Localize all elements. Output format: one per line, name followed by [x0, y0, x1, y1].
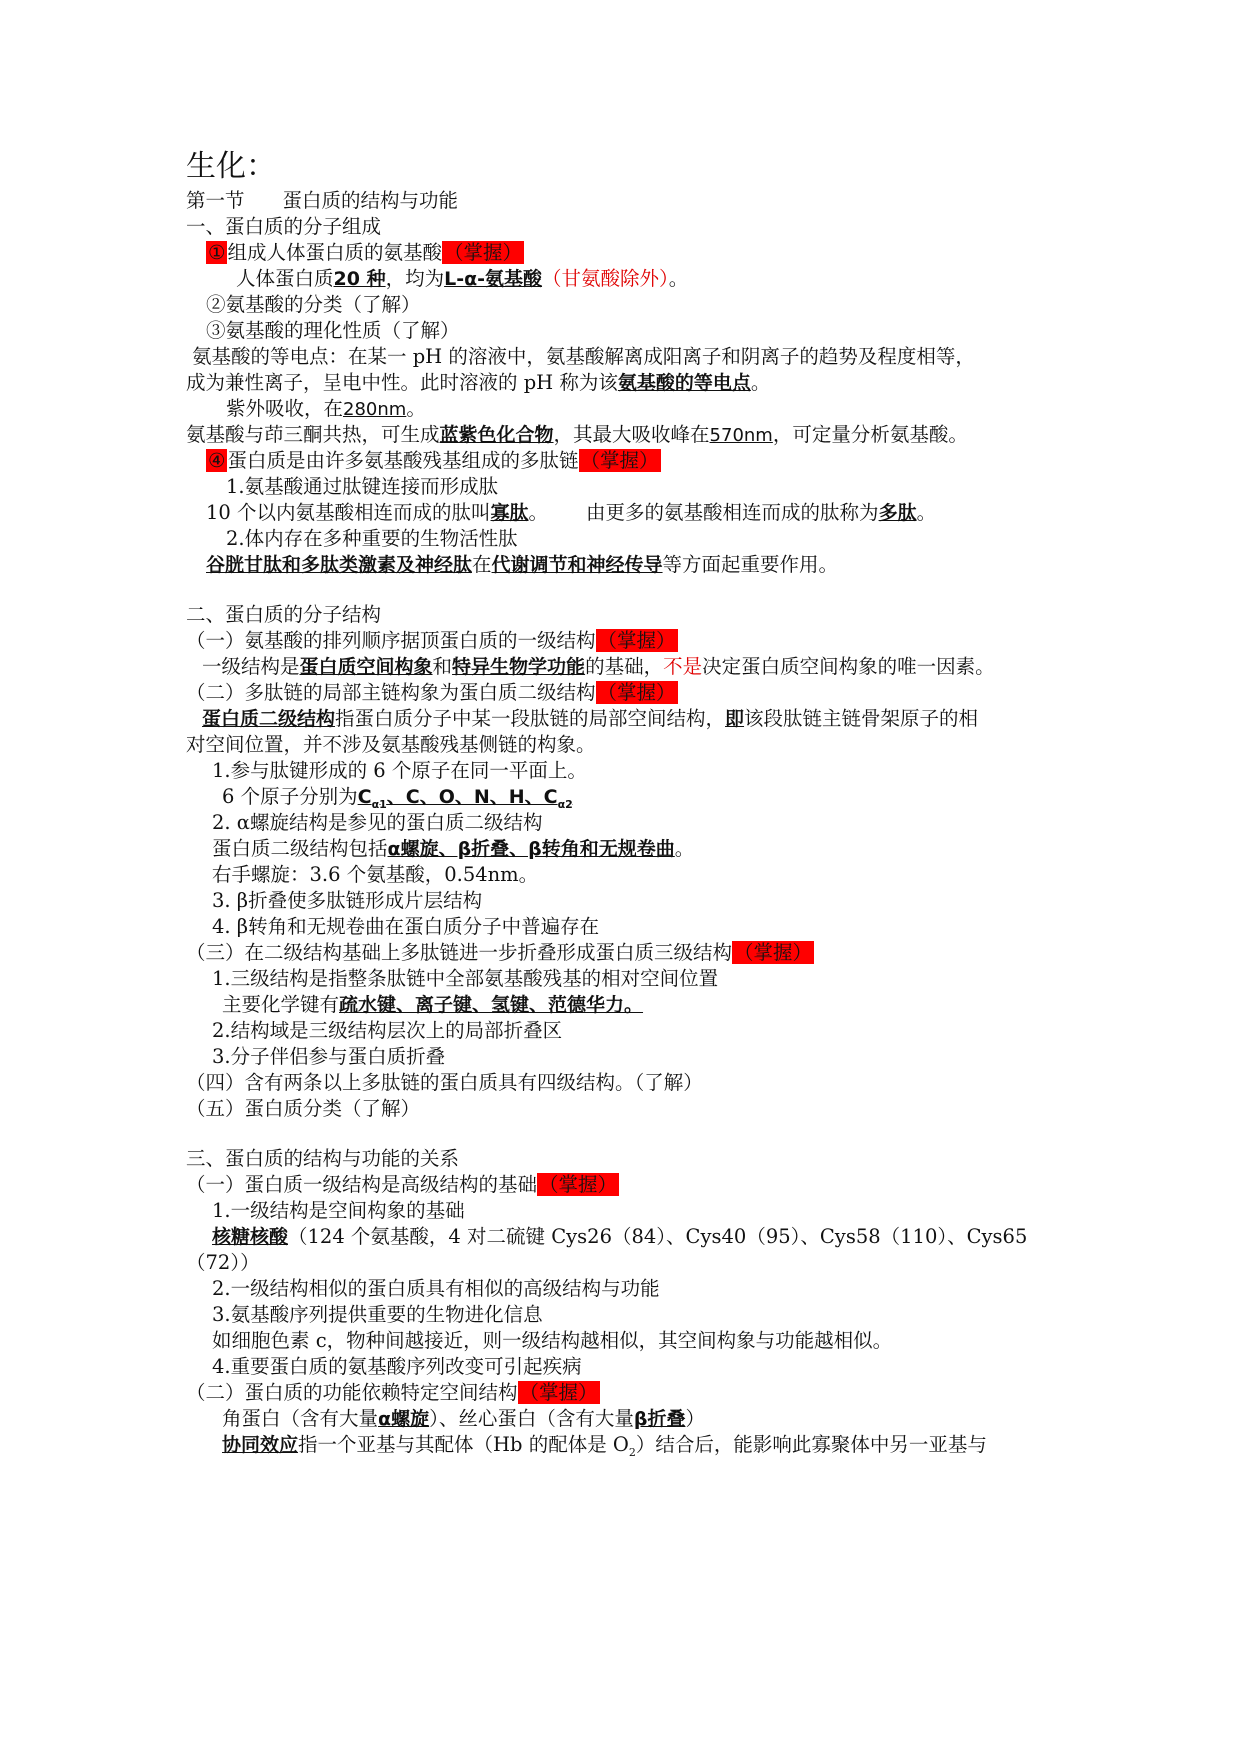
text: 和	[432, 655, 453, 678]
text: 。	[750, 371, 771, 394]
paragraph: 如细胞色素 c，物种间越接近，则一级结构越相似，其空间构象与功能越相似。	[212, 1329, 893, 1352]
master-badge: （掌握）	[734, 941, 813, 964]
item-text: 蛋白质是由许多氨基酸残基组成的多肽链	[227, 449, 579, 472]
heading-1: 一、蛋白质的分子组成	[186, 215, 382, 238]
key-term: 寡肽	[490, 502, 529, 524]
paragraph: 右手螺旋：3.6 个氨基酸，0.54nm。	[212, 863, 539, 886]
sub-item: 2.一级结构相似的蛋白质具有相似的高级结构与功能	[212, 1277, 660, 1300]
text: 6 个原子分别为	[222, 785, 358, 808]
text: 的基础，	[585, 655, 664, 678]
text: ）	[685, 1407, 705, 1430]
item-4	[206, 448, 661, 474]
key-term: 即	[725, 708, 745, 730]
text: 成为兼性离子，呈电中性。此时溶液的 pH 称为该	[186, 371, 618, 394]
text: 由更多的氨基酸相连而成的肽称为	[586, 501, 879, 524]
key-term: β折叠	[633, 1408, 686, 1430]
paragraph	[186, 422, 968, 449]
text: （124 个氨基酸，4 对二硫键 Cys26（84）、Cys40（95）、Cys58（110）、Cys65	[288, 1225, 1028, 1248]
paragraph	[206, 552, 838, 578]
subsection-text: （二）多肽链的局部主链构象为蛋白质二级结构	[186, 681, 596, 704]
text: 一级结构是	[202, 655, 300, 678]
item-3: ③氨基酸的理化性质（了解）	[206, 319, 460, 342]
key-term: α螺旋、β折叠、β转角和无规卷曲	[387, 838, 675, 860]
key-term: 代谢调节和神经传导	[491, 554, 663, 576]
text: 蛋白质二级结构包括	[212, 837, 388, 860]
key-term: 蛋白质二级结构	[202, 708, 336, 730]
red-note: 不是	[663, 655, 703, 678]
text: ，可定量分析氨基酸。	[772, 423, 968, 446]
item-text: 组成人体蛋白质的氨基酸	[227, 241, 442, 264]
key-term: 疏水键、离子键、氢键、范德华力。	[339, 994, 644, 1016]
sub-item: 3.分子伴侣参与蛋白质折叠	[212, 1045, 446, 1068]
subsection-2	[186, 680, 678, 706]
key-term: 蛋白质空间构象	[299, 656, 433, 678]
text: 。	[916, 501, 937, 524]
paragraph	[202, 706, 978, 732]
text: 氨基酸与茚三酮共热，可生成	[186, 423, 440, 446]
sub-item: 2.体内存在多种重要的生物活性肽	[226, 527, 518, 550]
subsection-6	[186, 1172, 619, 1198]
subsection-text: （二）蛋白质的功能依赖特定空间结构	[186, 1381, 518, 1404]
paragraph	[222, 784, 573, 810]
atom-list	[357, 786, 573, 811]
text: 决定蛋白质空间构象的唯一因素。	[702, 655, 995, 678]
key-term: 570nm	[709, 425, 773, 446]
text: 紫外吸收，在	[226, 397, 344, 420]
paragraph: 对空间位置，并不涉及氨基酸残基侧链的构象。	[186, 733, 596, 756]
text: ）结合后，能影响此寡聚体中另一亚基与	[635, 1433, 987, 1456]
paragraph	[222, 992, 643, 1018]
red-note: （甘氨酸除外）	[542, 267, 669, 290]
subsection-7	[186, 1380, 600, 1406]
paragraph	[212, 836, 694, 862]
text: 。	[406, 397, 426, 420]
item-2: ②氨基酸的分类（了解）	[206, 293, 421, 316]
subsection-text: （三）在二级结构基础上多肽链进一步折叠形成蛋白质三级结构	[186, 941, 733, 964]
subscript: α1	[371, 797, 387, 811]
master-badge: （掌握）	[444, 241, 523, 264]
subsection-5: （五）蛋白质分类（了解）	[186, 1097, 421, 1120]
paragraph	[222, 1406, 705, 1432]
text: ）、丝心蛋白（含有大量	[429, 1407, 634, 1430]
master-badge: （掌握）	[597, 629, 676, 652]
sub-item: 4. β转角和无规卷曲在蛋白质分子中普遍存在	[212, 915, 600, 938]
key-term: 多肽	[878, 502, 917, 524]
key-term: 核糖核酸	[212, 1226, 289, 1248]
paragraph: （72））	[186, 1251, 260, 1274]
text: 人体蛋白质	[236, 267, 334, 290]
master-badge: （掌握）	[580, 449, 659, 472]
text: 。	[528, 501, 549, 524]
heading-2: 二、蛋白质的分子结构	[186, 603, 382, 626]
key-term: 蓝紫色化合物	[439, 424, 554, 446]
key-term: 280nm	[343, 399, 407, 420]
paragraph	[222, 1432, 987, 1458]
item-1	[206, 240, 524, 266]
paragraph	[186, 370, 770, 396]
item-number-highlight: ①	[208, 241, 226, 264]
text: 。	[668, 267, 689, 290]
text: C	[357, 786, 372, 808]
text: 该段肽链主链骨架原子的相	[744, 707, 979, 730]
text: 在	[472, 553, 492, 576]
paragraph	[226, 396, 426, 423]
text: ，其最大吸收峰在	[553, 423, 710, 446]
paragraph: 氨基酸的等电点：在某一 pH 的溶液中，氨基酸解离成阳离子和阴离子的趋势及程度相等，	[192, 345, 975, 368]
text: 等方面起重要作用。	[662, 553, 839, 576]
section-heading	[186, 188, 458, 214]
master-badge: （掌握）	[519, 1381, 598, 1404]
subsection-4: （四）含有两条以上多肽链的蛋白质具有四级结构。（了解）	[186, 1071, 703, 1094]
heading-3: 三、蛋白质的结构与功能的关系	[186, 1147, 460, 1170]
paragraph	[206, 500, 936, 526]
sub-item: 3.氨基酸序列提供重要的生物进化信息	[212, 1303, 543, 1326]
subsection-1	[186, 628, 678, 654]
section-label: 第一节	[186, 189, 245, 212]
sub-item: 2.结构域是三级结构层次上的局部折叠区	[212, 1019, 563, 1042]
sub-item: 2. α螺旋结构是参见的蛋白质二级结构	[212, 811, 543, 834]
text: ，均为	[385, 267, 445, 290]
key-term: 协同效应	[222, 1434, 299, 1456]
section-title: 蛋白质的结构与功能	[282, 189, 459, 212]
sub-item: 3. β折叠使多肽链形成片层结构	[212, 889, 483, 912]
subscript: α2	[557, 797, 573, 811]
key-term: 20 种	[333, 268, 386, 290]
key-term: L-α-氨基酸	[444, 268, 543, 290]
text: 、C、O、N、H、C	[386, 786, 558, 808]
subsection-text: （一）氨基酸的排列顺序据顶蛋白质的一级结构	[186, 629, 596, 652]
item-number-highlight: ④	[208, 449, 226, 472]
paragraph	[212, 1224, 1027, 1250]
sub-item: 4.重要蛋白质的氨基酸序列改变可引起疾病	[212, 1355, 582, 1378]
doc-title: 生化：	[186, 149, 276, 184]
subscript: 2	[628, 1445, 636, 1459]
text: 主要化学键有	[222, 993, 340, 1016]
sub-item: 1.三级结构是指整条肽链中全部氨基酸残基的相对空间位置	[212, 967, 719, 990]
subsection-3	[186, 940, 814, 966]
sub-item: 1.一级结构是空间构象的基础	[212, 1199, 465, 1222]
sub-item: 1.参与肽键形成的 6 个原子在同一平面上。	[212, 759, 587, 782]
text: 角蛋白（含有大量	[222, 1407, 379, 1430]
subsection-text: （一）蛋白质一级结构是高级结构的基础	[186, 1173, 538, 1196]
sub-item: 1.氨基酸通过肽键连接而形成肽	[226, 475, 499, 498]
text: 10 个以内氨基酸相连而成的肽叫	[206, 501, 491, 524]
master-badge: （掌握）	[539, 1173, 618, 1196]
text: 。	[674, 837, 695, 860]
text: 指蛋白质分子中某一段肽链的局部空间结构，	[335, 707, 726, 730]
key-term: 氨基酸的等电点	[617, 372, 751, 394]
key-term: α螺旋	[378, 1408, 430, 1430]
master-badge: （掌握）	[597, 681, 676, 704]
paragraph	[202, 654, 995, 680]
paragraph	[236, 266, 688, 292]
key-term: 特异生物学功能	[452, 656, 586, 678]
text: 指一个亚基与其配体（Hb 的配体是 O	[298, 1433, 629, 1456]
key-term: 谷胱甘肽和多肽类激素及神经肽	[206, 554, 473, 576]
